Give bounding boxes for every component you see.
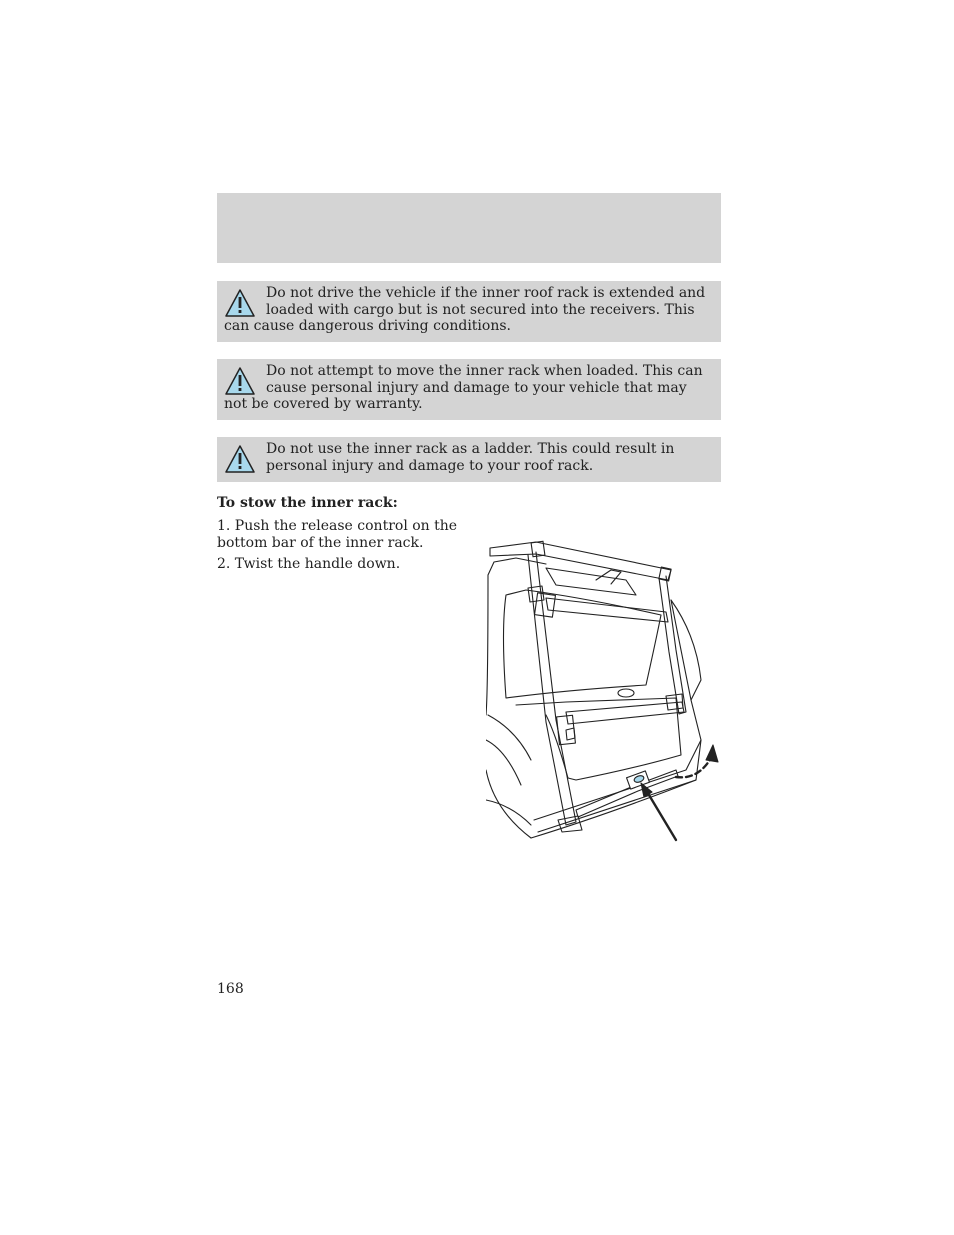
twist-arrow [676,758,711,777]
warning-box-2 [217,359,721,420]
stow-step-1: 1. Push the release control on the bottom bar of the inner rack. [217,518,458,551]
warning-box-1 [217,281,721,342]
liftgate-panel [516,698,681,780]
rack-right-leg [659,576,686,714]
liftgate-emblem [618,689,634,697]
stow-step-2: 2. Twist the handle down. [217,556,401,572]
rack-crossbar-lower [566,702,684,724]
section-header-band [217,193,721,263]
warning-triangle-icon [224,288,256,318]
stow-heading: To stow the inner rack: [217,495,398,511]
warning-triangle-icon [224,444,256,474]
warning-triangle-icon [224,366,256,396]
roof-rail [490,542,671,580]
warning-text-1: Do not drive the vehicle if the inner roof rack is extended and loaded with cargo but is not secured into the receivers. This can cause dangerous driving conditions. [224,285,706,334]
rear-window [504,590,662,698]
warning-text-3: Do not use the inner rack as a ladder. This could result in personal injury and damage to your roof rack. [266,441,675,474]
inner-rack-illustration [486,540,721,845]
warning-text-2: Do not attempt to move the inner rack when loaded. This can cause personal injury and damage to your vehicle that may not be covered by warranty. [224,363,703,412]
page-number: 168 [217,981,244,997]
rack-crossbar-upper [546,598,668,622]
pointer-arrow [646,790,676,840]
rear-bumper [534,740,701,832]
warning-box-3 [217,437,721,482]
rack-left-leg [528,552,576,825]
